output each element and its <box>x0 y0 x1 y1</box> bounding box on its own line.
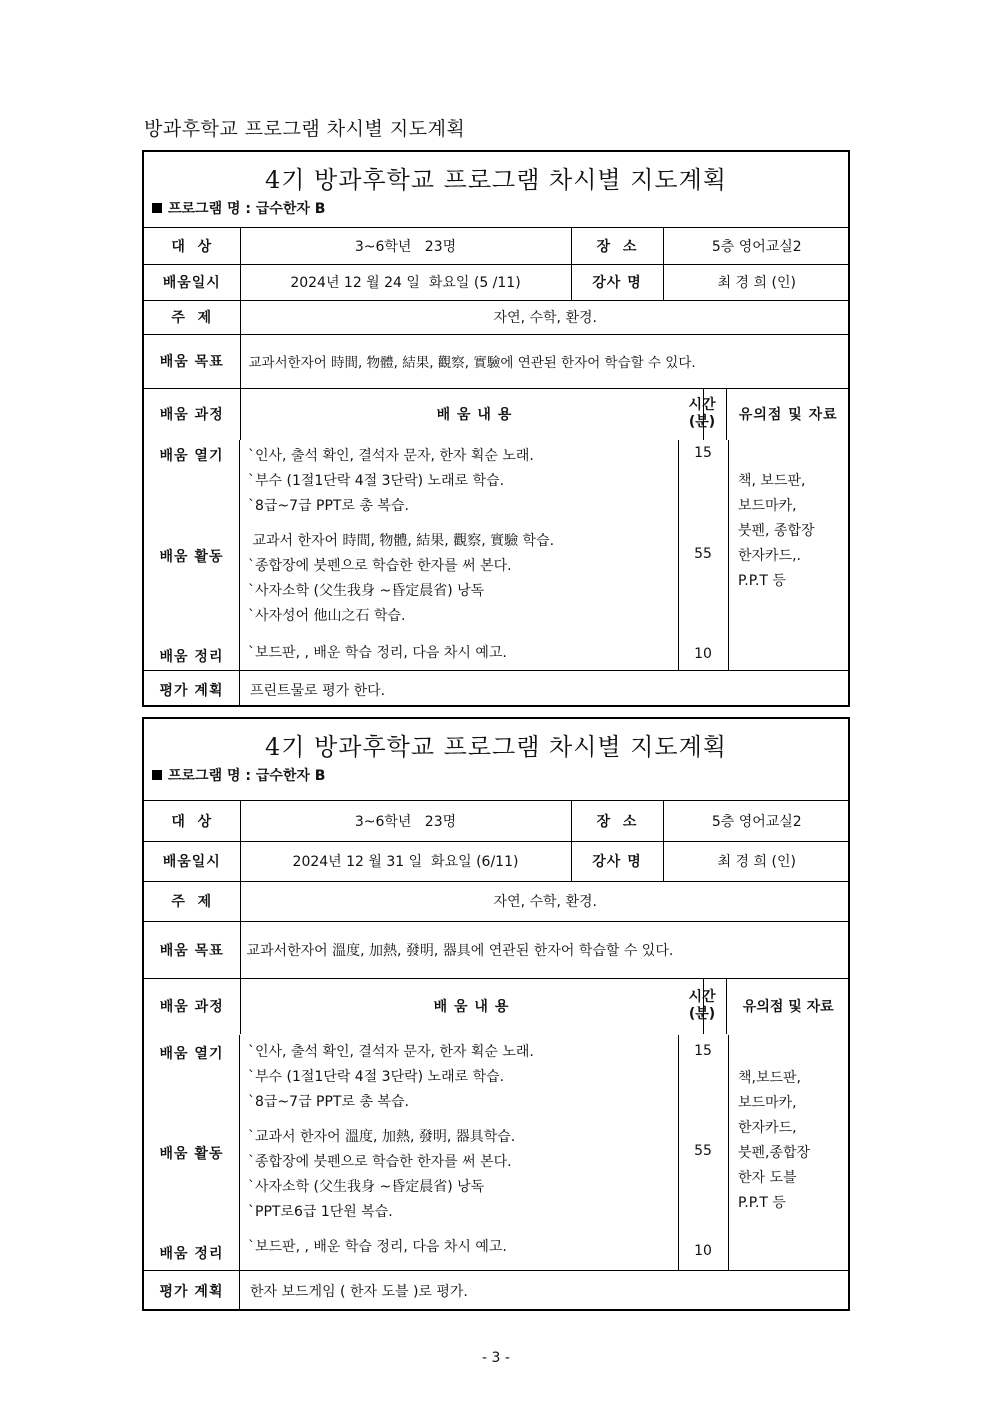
content-list <box>248 1040 678 1260</box>
topic-label: 주 제 <box>144 881 240 921</box>
material-item: 한자카드,. <box>738 548 801 564</box>
plan-1-body <box>142 440 850 707</box>
content-line: `사자소학 (父生我身 ~昏定晨省) 낭독 <box>248 583 485 599</box>
content-line: 교과서 한자어 時間, 物體, 結果, 觀察, 實驗 학습. <box>248 533 555 549</box>
plan-table <box>144 801 850 1034</box>
place-value: 5층 영어교실2 <box>663 801 850 841</box>
black-square-icon <box>152 203 162 213</box>
eval-label: 평가 계획 <box>159 683 224 699</box>
teacher-value: 최 경 희 (인) <box>663 841 850 881</box>
date-value: 2024년 12 월 31 일 화요일 (6/11) <box>240 841 571 881</box>
content-line: `종합장에 붓펜으로 학습한 한자를 써 본다. <box>248 558 512 574</box>
time-header-2: 시간 (분) <box>688 989 716 1022</box>
teacher-label: 강사 명 <box>571 264 663 300</box>
content-line: `8급~7급 PPT로 총 복습. <box>248 1094 409 1110</box>
material-item: 보드마카, <box>738 1095 797 1111</box>
material-item: P.P.T 등 <box>738 1195 786 1211</box>
time-open: 15 <box>694 1043 712 1059</box>
plan-title: 4기 방과후학교 프로그램 차시별 지도계획 <box>265 733 727 761</box>
material-item: 책, 보드판, <box>738 473 806 489</box>
content-line: `인사, 출석 확인, 결석자 문자, 한자 획순 노래. <box>248 1044 534 1060</box>
time-header-1: 시간 (분) <box>688 397 716 430</box>
time-activity: 55 <box>694 546 712 562</box>
content-line: `사자성어 他山之石 학습. <box>248 608 406 624</box>
material-item: 붓펜,종합장 <box>738 1145 811 1161</box>
stage-open: 배움 열기 <box>159 1046 224 1062</box>
goal-value: 교과서한자어 時間, 物體, 結果, 觀察, 實驗에 연관된 한자어 학습할 수 있다. <box>240 334 850 388</box>
col-header-content: 배 움 내 용 <box>240 978 703 1034</box>
plan-2-body <box>142 1035 850 1311</box>
content-line: `사자소학 (父生我身 ~昏定晨省) 낭독 <box>248 1179 485 1195</box>
target-label: 대 상 <box>144 228 240 264</box>
time-close: 10 <box>694 646 712 662</box>
plan-title: 4기 방과후학교 프로그램 차시별 지도계획 <box>265 166 727 194</box>
teacher-value: 최 경 희 (인) <box>663 264 850 300</box>
col-header-notes: 유의점 및 자료 <box>726 978 850 1034</box>
stage-open: 배움 열기 <box>159 448 224 464</box>
topic-value: 자연, 수학, 환경. <box>240 881 850 921</box>
topic-label: 주 제 <box>144 300 240 334</box>
time-close: 10 <box>694 1243 712 1259</box>
content-line: `PPT로6급 1단원 복습. <box>248 1204 393 1220</box>
content-line: `8급~7급 PPT로 총 복습. <box>248 498 409 514</box>
col-header-process: 배움 과정 <box>144 388 240 440</box>
content-list <box>248 444 678 666</box>
page-number: - 3 - <box>482 1350 510 1366</box>
content-line: `인사, 출석 확인, 결석자 문자, 한자 획순 노래. <box>248 448 534 464</box>
goal-value: 교과서한자어 溫度, 加熱, 發明, 器具에 연관된 한자어 학습할 수 있다. <box>240 921 850 978</box>
stage-activity: 배움 활동 <box>159 1146 224 1162</box>
material-item: P.P.T 등 <box>738 573 786 589</box>
material-item: 붓펜, 종합장 <box>738 523 815 539</box>
content-line: `부수 (1절1단락 4절 3단락) 노래로 학습. <box>248 1069 505 1085</box>
material-item: 한자 도블 <box>738 1170 797 1186</box>
document-heading: 방과후학교 프로그램 차시별 지도계획 <box>144 118 466 140</box>
topic-value: 자연, 수학, 환경. <box>240 300 850 334</box>
date-label: 배움일시 <box>144 264 240 300</box>
material-item: 한자카드, <box>738 1120 797 1136</box>
eval-value: 한자 보드게임 ( 한자 도블 )로 평가. <box>250 1284 468 1300</box>
goal-label: 배움 목표 <box>144 921 240 978</box>
place-label: 장 소 <box>571 801 663 841</box>
stage-activity: 배움 활동 <box>159 549 224 565</box>
col-header-process: 배움 과정 <box>144 978 240 1034</box>
target-value: 3~6학년 23명 <box>240 228 571 264</box>
content-line: `보드판, , 배운 학습 정리, 다음 차시 예고. <box>248 645 507 661</box>
place-value: 5층 영어교실2 <box>663 228 850 264</box>
goal-label: 배움 목표 <box>144 334 240 388</box>
date-value: 2024년 12 월 24 일 화요일 (5 /11) <box>240 264 571 300</box>
eval-label: 평가 계획 <box>159 1284 224 1300</box>
content-line: `교과서 한자어 溫度, 加熱, 發明, 器具학습. <box>248 1129 516 1145</box>
target-value: 3~6학년 23명 <box>240 801 571 841</box>
place-label: 장 소 <box>571 228 663 264</box>
program-name: 프로그램 명 : 급수한자 B <box>144 196 848 228</box>
material-item: 책,보드판, <box>738 1070 801 1086</box>
col-header-notes: 유의점 및 자료 <box>726 388 850 440</box>
teacher-label: 강사 명 <box>571 841 663 881</box>
materials-list <box>738 469 815 594</box>
content-line: `보드판, , 배운 학습 정리, 다음 차시 예고. <box>248 1239 507 1255</box>
target-label: 대 상 <box>144 801 240 841</box>
content-line: `종합장에 붓펜으로 학습한 한자를 써 본다. <box>248 1154 512 1170</box>
stage-close: 배움 정리 <box>159 1246 224 1262</box>
eval-value: 프린트물로 평가 한다. <box>250 683 386 699</box>
time-activity: 55 <box>694 1143 712 1159</box>
plan-table <box>144 228 850 440</box>
time-open: 15 <box>694 445 712 461</box>
content-line: `부수 (1절1단락 4절 3단락) 노래로 학습. <box>248 473 505 489</box>
material-item: 보드마카, <box>738 498 797 514</box>
date-label: 배움일시 <box>144 841 240 881</box>
col-header-content: 배 움 내 용 <box>240 388 703 440</box>
program-name: 프로그램 명 : 급수한자 B <box>144 763 848 801</box>
materials-list <box>738 1066 810 1216</box>
stage-close: 배움 정리 <box>159 649 224 665</box>
black-square-icon <box>152 770 162 780</box>
